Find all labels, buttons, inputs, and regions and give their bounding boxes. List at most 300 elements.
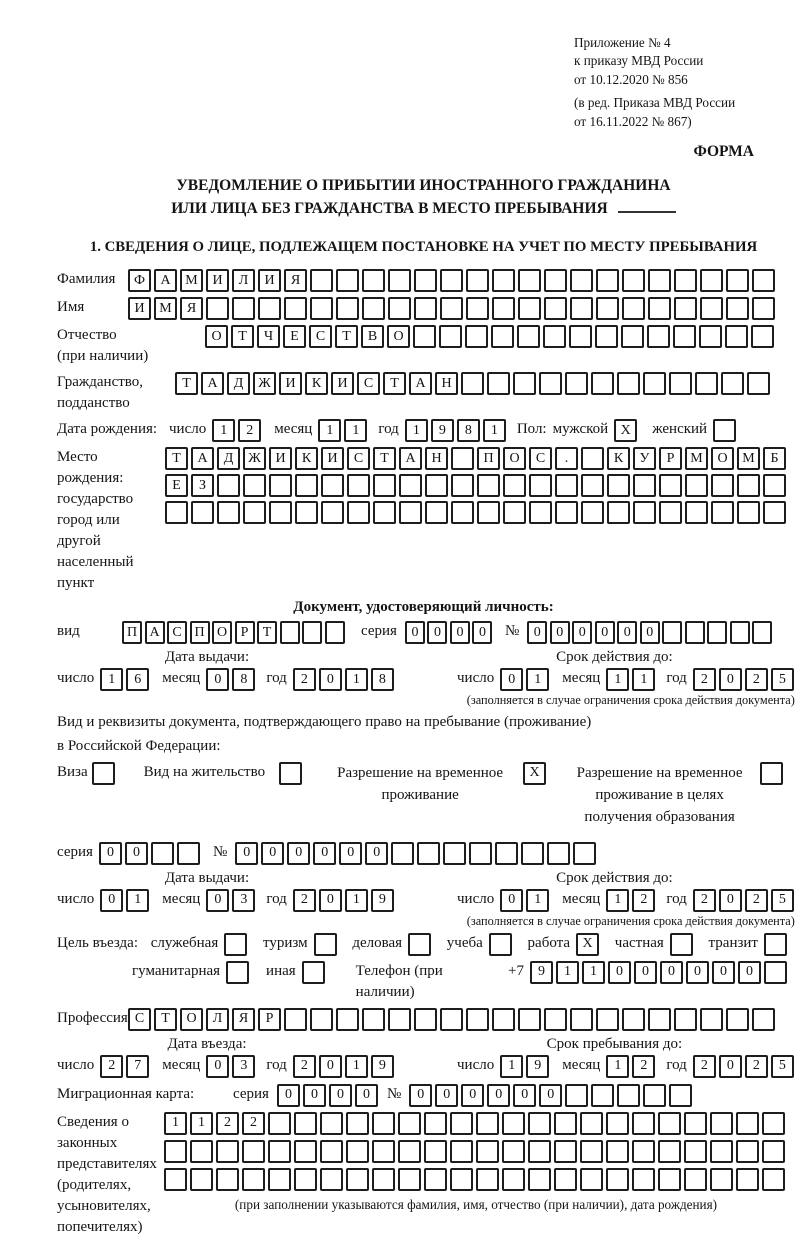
char-box[interactable] [450, 1168, 473, 1191]
char-box[interactable] [362, 1008, 385, 1031]
char-box[interactable] [752, 1008, 775, 1031]
char-box[interactable] [346, 1168, 369, 1191]
char-box[interactable]: 5 [771, 1055, 794, 1078]
char-box[interactable] [450, 1112, 473, 1135]
char-box[interactable] [529, 474, 552, 497]
char-box[interactable]: 1 [344, 419, 367, 442]
char-box[interactable] [391, 842, 414, 865]
char-box[interactable]: 0 [712, 961, 735, 984]
char-box[interactable]: 0 [640, 621, 660, 644]
char-box[interactable]: 0 [539, 1084, 562, 1107]
char-box[interactable]: Ф [128, 269, 151, 292]
char-box[interactable] [554, 1112, 577, 1135]
char-box[interactable] [684, 1140, 707, 1163]
char-box[interactable] [294, 1112, 317, 1135]
char-box[interactable] [477, 474, 500, 497]
char-box[interactable] [710, 1112, 733, 1135]
gender-female-checkbox[interactable] [713, 419, 736, 442]
char-box[interactable] [762, 1112, 785, 1135]
char-box[interactable] [518, 297, 541, 320]
char-box[interactable]: 0 [206, 668, 229, 691]
char-box[interactable] [465, 325, 488, 348]
char-box[interactable]: Ж [243, 447, 266, 470]
char-box[interactable]: 2 [745, 889, 768, 912]
char-box[interactable]: 2 [693, 1055, 716, 1078]
char-box[interactable]: М [154, 297, 177, 320]
char-box[interactable] [581, 474, 604, 497]
char-box[interactable] [451, 501, 474, 524]
char-box[interactable]: 1 [526, 668, 549, 691]
char-box[interactable] [736, 1140, 759, 1163]
char-box[interactable]: 0 [472, 621, 492, 644]
char-box[interactable] [555, 474, 578, 497]
char-box[interactable] [648, 1008, 671, 1031]
char-box[interactable] [710, 1168, 733, 1191]
purpose-transit-checkbox[interactable] [764, 933, 787, 956]
char-box[interactable] [539, 372, 562, 395]
char-box[interactable] [621, 325, 644, 348]
char-box[interactable] [596, 269, 619, 292]
char-box[interactable] [451, 474, 474, 497]
char-box[interactable]: 0 [287, 842, 310, 865]
char-box[interactable] [425, 501, 448, 524]
char-box[interactable] [580, 1168, 603, 1191]
char-box[interactable]: 0 [572, 621, 592, 644]
char-box[interactable] [710, 1140, 733, 1163]
char-box[interactable]: А [409, 372, 432, 395]
char-box[interactable] [346, 1112, 369, 1135]
char-box[interactable] [399, 474, 422, 497]
char-box[interactable] [517, 325, 540, 348]
char-box[interactable]: 3 [232, 1055, 255, 1078]
char-box[interactable]: Н [435, 372, 458, 395]
char-box[interactable] [362, 269, 385, 292]
char-box[interactable] [336, 269, 359, 292]
char-box[interactable] [695, 372, 718, 395]
char-box[interactable] [243, 474, 266, 497]
char-box[interactable] [707, 621, 727, 644]
char-box[interactable] [643, 372, 666, 395]
char-box[interactable] [469, 842, 492, 865]
char-box[interactable] [737, 501, 760, 524]
char-box[interactable]: 8 [371, 668, 394, 691]
char-box[interactable] [164, 1168, 187, 1191]
char-box[interactable] [269, 501, 292, 524]
char-box[interactable] [730, 621, 750, 644]
char-box[interactable] [440, 269, 463, 292]
char-box[interactable] [622, 297, 645, 320]
char-box[interactable] [573, 842, 596, 865]
char-box[interactable]: Л [206, 1008, 229, 1031]
purpose-other-checkbox[interactable] [302, 961, 325, 984]
char-box[interactable] [321, 501, 344, 524]
char-box[interactable]: Б [763, 447, 786, 470]
char-box[interactable]: Н [425, 447, 448, 470]
char-box[interactable] [466, 269, 489, 292]
char-box[interactable]: 2 [693, 668, 716, 691]
char-box[interactable] [632, 1140, 655, 1163]
char-box[interactable] [617, 1084, 640, 1107]
char-box[interactable]: 1 [345, 1055, 368, 1078]
char-box[interactable]: Я [284, 269, 307, 292]
char-box[interactable]: 9 [371, 1055, 394, 1078]
char-box[interactable]: К [607, 447, 630, 470]
char-box[interactable]: А [191, 447, 214, 470]
char-box[interactable] [725, 325, 748, 348]
char-box[interactable] [388, 269, 411, 292]
char-box[interactable] [659, 501, 682, 524]
char-box[interactable] [547, 842, 570, 865]
char-box[interactable] [217, 474, 240, 497]
char-box[interactable]: 0 [409, 1084, 432, 1107]
residence-permit-checkbox[interactable] [279, 762, 302, 785]
char-box[interactable] [622, 1008, 645, 1031]
char-box[interactable]: 1 [606, 668, 629, 691]
char-box[interactable] [606, 1168, 629, 1191]
char-box[interactable]: 1 [632, 668, 655, 691]
char-box[interactable]: 2 [216, 1112, 239, 1135]
char-box[interactable] [658, 1112, 681, 1135]
char-box[interactable]: 1 [582, 961, 605, 984]
char-box[interactable] [373, 501, 396, 524]
char-box[interactable] [413, 325, 436, 348]
char-box[interactable] [388, 1008, 411, 1031]
char-box[interactable]: О [711, 447, 734, 470]
char-box[interactable] [736, 1168, 759, 1191]
char-box[interactable] [554, 1168, 577, 1191]
char-box[interactable]: 0 [686, 961, 709, 984]
char-box[interactable]: 0 [319, 668, 342, 691]
char-box[interactable]: Т [335, 325, 358, 348]
char-box[interactable] [721, 372, 744, 395]
char-box[interactable] [581, 501, 604, 524]
char-box[interactable]: Т [373, 447, 396, 470]
char-box[interactable]: Я [232, 1008, 255, 1031]
char-box[interactable]: С [529, 447, 552, 470]
char-box[interactable]: О [180, 1008, 203, 1031]
char-box[interactable] [607, 474, 630, 497]
char-box[interactable] [284, 297, 307, 320]
char-box[interactable]: 2 [632, 1055, 655, 1078]
char-box[interactable]: 0 [487, 1084, 510, 1107]
char-box[interactable]: 0 [261, 842, 284, 865]
char-box[interactable]: 0 [435, 1084, 458, 1107]
char-box[interactable]: И [128, 297, 151, 320]
char-box[interactable] [310, 269, 333, 292]
char-box[interactable]: 0 [313, 842, 336, 865]
char-box[interactable]: 0 [365, 842, 388, 865]
char-box[interactable] [206, 297, 229, 320]
char-box[interactable] [268, 1168, 291, 1191]
char-box[interactable] [570, 1008, 593, 1031]
char-box[interactable] [451, 447, 474, 470]
char-box[interactable]: В [361, 325, 384, 348]
char-box[interactable] [492, 297, 515, 320]
char-box[interactable] [336, 297, 359, 320]
char-box[interactable] [310, 1008, 333, 1031]
char-box[interactable] [295, 501, 318, 524]
char-box[interactable] [570, 297, 593, 320]
char-box[interactable] [762, 1140, 785, 1163]
char-box[interactable] [373, 474, 396, 497]
char-box[interactable]: К [305, 372, 328, 395]
char-box[interactable] [268, 1140, 291, 1163]
char-box[interactable]: О [212, 621, 232, 644]
char-box[interactable]: 0 [608, 961, 631, 984]
char-box[interactable] [165, 501, 188, 524]
temp-residence-checkbox[interactable]: X [523, 762, 546, 785]
char-box[interactable] [310, 297, 333, 320]
char-box[interactable]: 0 [277, 1084, 300, 1107]
char-box[interactable] [607, 501, 630, 524]
char-box[interactable] [591, 372, 614, 395]
char-box[interactable] [503, 474, 526, 497]
char-box[interactable]: 0 [617, 621, 637, 644]
char-box[interactable] [372, 1168, 395, 1191]
char-box[interactable]: И [321, 447, 344, 470]
char-box[interactable]: 1 [126, 889, 149, 912]
purpose-business-checkbox[interactable] [408, 933, 431, 956]
char-box[interactable] [669, 372, 692, 395]
char-box[interactable]: Ч [257, 325, 280, 348]
char-box[interactable]: 1 [556, 961, 579, 984]
char-box[interactable] [529, 501, 552, 524]
char-box[interactable] [662, 621, 682, 644]
char-box[interactable]: А [154, 269, 177, 292]
char-box[interactable]: 0 [461, 1084, 484, 1107]
char-box[interactable] [581, 447, 604, 470]
char-box[interactable] [269, 474, 292, 497]
char-box[interactable] [658, 1140, 681, 1163]
char-box[interactable] [632, 1112, 655, 1135]
char-box[interactable] [243, 501, 266, 524]
char-box[interactable]: 0 [99, 842, 122, 865]
char-box[interactable] [764, 961, 787, 984]
char-box[interactable]: А [145, 621, 165, 644]
char-box[interactable]: С [309, 325, 332, 348]
char-box[interactable] [763, 501, 786, 524]
char-box[interactable] [461, 372, 484, 395]
char-box[interactable]: И [206, 269, 229, 292]
char-box[interactable]: 0 [450, 621, 470, 644]
char-box[interactable]: 1 [164, 1112, 187, 1135]
char-box[interactable]: 5 [771, 889, 794, 912]
char-box[interactable]: О [503, 447, 526, 470]
char-box[interactable] [752, 621, 772, 644]
char-box[interactable] [347, 474, 370, 497]
char-box[interactable] [502, 1140, 525, 1163]
char-box[interactable] [495, 842, 518, 865]
char-box[interactable]: Ж [253, 372, 276, 395]
char-box[interactable]: Р [659, 447, 682, 470]
char-box[interactable]: 2 [632, 889, 655, 912]
char-box[interactable]: 0 [355, 1084, 378, 1107]
char-box[interactable]: Т [175, 372, 198, 395]
char-box[interactable]: 2 [100, 1055, 123, 1078]
char-box[interactable] [674, 1008, 697, 1031]
char-box[interactable] [711, 474, 734, 497]
char-box[interactable]: 1 [345, 668, 368, 691]
char-box[interactable] [555, 501, 578, 524]
char-box[interactable] [336, 1008, 359, 1031]
temp-residence-education-checkbox[interactable] [760, 762, 783, 785]
char-box[interactable] [503, 501, 526, 524]
char-box[interactable]: 0 [595, 621, 615, 644]
char-box[interactable] [643, 1084, 666, 1107]
char-box[interactable]: Д [227, 372, 250, 395]
char-box[interactable] [596, 297, 619, 320]
char-box[interactable] [685, 501, 708, 524]
char-box[interactable]: 0 [405, 621, 425, 644]
char-box[interactable]: Т [154, 1008, 177, 1031]
char-box[interactable] [726, 1008, 749, 1031]
char-box[interactable]: Е [283, 325, 306, 348]
char-box[interactable]: 0 [206, 889, 229, 912]
char-box[interactable] [302, 621, 322, 644]
char-box[interactable] [544, 1008, 567, 1031]
char-box[interactable] [658, 1168, 681, 1191]
char-box[interactable]: Р [235, 621, 255, 644]
char-box[interactable]: 0 [319, 1055, 342, 1078]
char-box[interactable]: Т [257, 621, 277, 644]
char-box[interactable] [685, 474, 708, 497]
char-box[interactable] [443, 842, 466, 865]
char-box[interactable] [491, 325, 514, 348]
char-box[interactable]: 2 [745, 668, 768, 691]
char-box[interactable] [762, 1168, 785, 1191]
char-box[interactable] [528, 1140, 551, 1163]
purpose-work-checkbox[interactable]: X [576, 933, 599, 956]
char-box[interactable]: И [258, 269, 281, 292]
char-box[interactable] [164, 1140, 187, 1163]
char-box[interactable]: 0 [660, 961, 683, 984]
char-box[interactable] [177, 842, 200, 865]
char-box[interactable] [439, 325, 462, 348]
char-box[interactable] [554, 1140, 577, 1163]
char-box[interactable] [569, 325, 592, 348]
char-box[interactable]: П [122, 621, 142, 644]
char-box[interactable] [521, 842, 544, 865]
char-box[interactable]: 2 [293, 668, 316, 691]
char-box[interactable]: 2 [745, 1055, 768, 1078]
char-box[interactable]: 9 [530, 961, 553, 984]
char-box[interactable]: . [555, 447, 578, 470]
char-box[interactable] [752, 297, 775, 320]
char-box[interactable] [632, 1168, 655, 1191]
char-box[interactable]: Д [217, 447, 240, 470]
char-box[interactable]: З [191, 474, 214, 497]
char-box[interactable] [528, 1112, 551, 1135]
char-box[interactable]: М [180, 269, 203, 292]
purpose-humanitarian-checkbox[interactable] [226, 961, 249, 984]
char-box[interactable] [372, 1140, 395, 1163]
char-box[interactable] [414, 1008, 437, 1031]
char-box[interactable] [699, 325, 722, 348]
char-box[interactable]: 0 [527, 621, 547, 644]
char-box[interactable] [450, 1140, 473, 1163]
char-box[interactable]: Л [232, 269, 255, 292]
char-box[interactable]: А [201, 372, 224, 395]
char-box[interactable] [477, 501, 500, 524]
char-box[interactable]: 2 [242, 1112, 265, 1135]
char-box[interactable] [518, 1008, 541, 1031]
char-box[interactable] [736, 1112, 759, 1135]
char-box[interactable] [476, 1168, 499, 1191]
char-box[interactable] [258, 297, 281, 320]
char-box[interactable]: С [347, 447, 370, 470]
char-box[interactable] [752, 269, 775, 292]
char-box[interactable]: 3 [232, 889, 255, 912]
char-box[interactable]: У [633, 447, 656, 470]
char-box[interactable]: 1 [526, 889, 549, 912]
char-box[interactable] [543, 325, 566, 348]
char-box[interactable] [424, 1140, 447, 1163]
char-box[interactable] [674, 297, 697, 320]
char-box[interactable] [737, 474, 760, 497]
char-box[interactable] [726, 269, 749, 292]
char-box[interactable]: 2 [293, 889, 316, 912]
char-box[interactable] [362, 297, 385, 320]
char-box[interactable] [673, 325, 696, 348]
char-box[interactable]: 0 [235, 842, 258, 865]
char-box[interactable]: 0 [319, 889, 342, 912]
char-box[interactable]: 0 [125, 842, 148, 865]
char-box[interactable]: 0 [206, 1055, 229, 1078]
char-box[interactable] [190, 1140, 213, 1163]
char-box[interactable] [669, 1084, 692, 1107]
char-box[interactable] [544, 297, 567, 320]
char-box[interactable]: 0 [303, 1084, 326, 1107]
char-box[interactable] [751, 325, 774, 348]
char-box[interactable] [398, 1112, 421, 1135]
char-box[interactable] [320, 1168, 343, 1191]
char-box[interactable] [685, 621, 705, 644]
char-box[interactable]: 1 [212, 419, 235, 442]
char-box[interactable]: 2 [293, 1055, 316, 1078]
char-box[interactable] [502, 1168, 525, 1191]
char-box[interactable] [674, 269, 697, 292]
char-box[interactable]: 2 [238, 419, 261, 442]
char-box[interactable]: 0 [513, 1084, 536, 1107]
char-box[interactable] [544, 269, 567, 292]
char-box[interactable]: С [357, 372, 380, 395]
char-box[interactable]: 0 [339, 842, 362, 865]
char-box[interactable]: М [737, 447, 760, 470]
char-box[interactable]: 9 [526, 1055, 549, 1078]
char-box[interactable]: П [190, 621, 210, 644]
char-box[interactable] [399, 501, 422, 524]
char-box[interactable] [606, 1112, 629, 1135]
char-box[interactable]: 0 [634, 961, 657, 984]
visa-checkbox[interactable] [92, 762, 115, 785]
char-box[interactable]: И [279, 372, 302, 395]
char-box[interactable] [242, 1168, 265, 1191]
char-box[interactable] [320, 1140, 343, 1163]
char-box[interactable]: 0 [500, 668, 523, 691]
char-box[interactable]: Т [231, 325, 254, 348]
char-box[interactable]: 0 [427, 621, 447, 644]
char-box[interactable] [711, 501, 734, 524]
char-box[interactable] [492, 269, 515, 292]
char-box[interactable]: 8 [457, 419, 480, 442]
char-box[interactable] [580, 1140, 603, 1163]
char-box[interactable]: Я [180, 297, 203, 320]
char-box[interactable] [622, 269, 645, 292]
char-box[interactable]: 0 [500, 889, 523, 912]
char-box[interactable]: 1 [318, 419, 341, 442]
char-box[interactable] [684, 1112, 707, 1135]
char-box[interactable]: 0 [550, 621, 570, 644]
